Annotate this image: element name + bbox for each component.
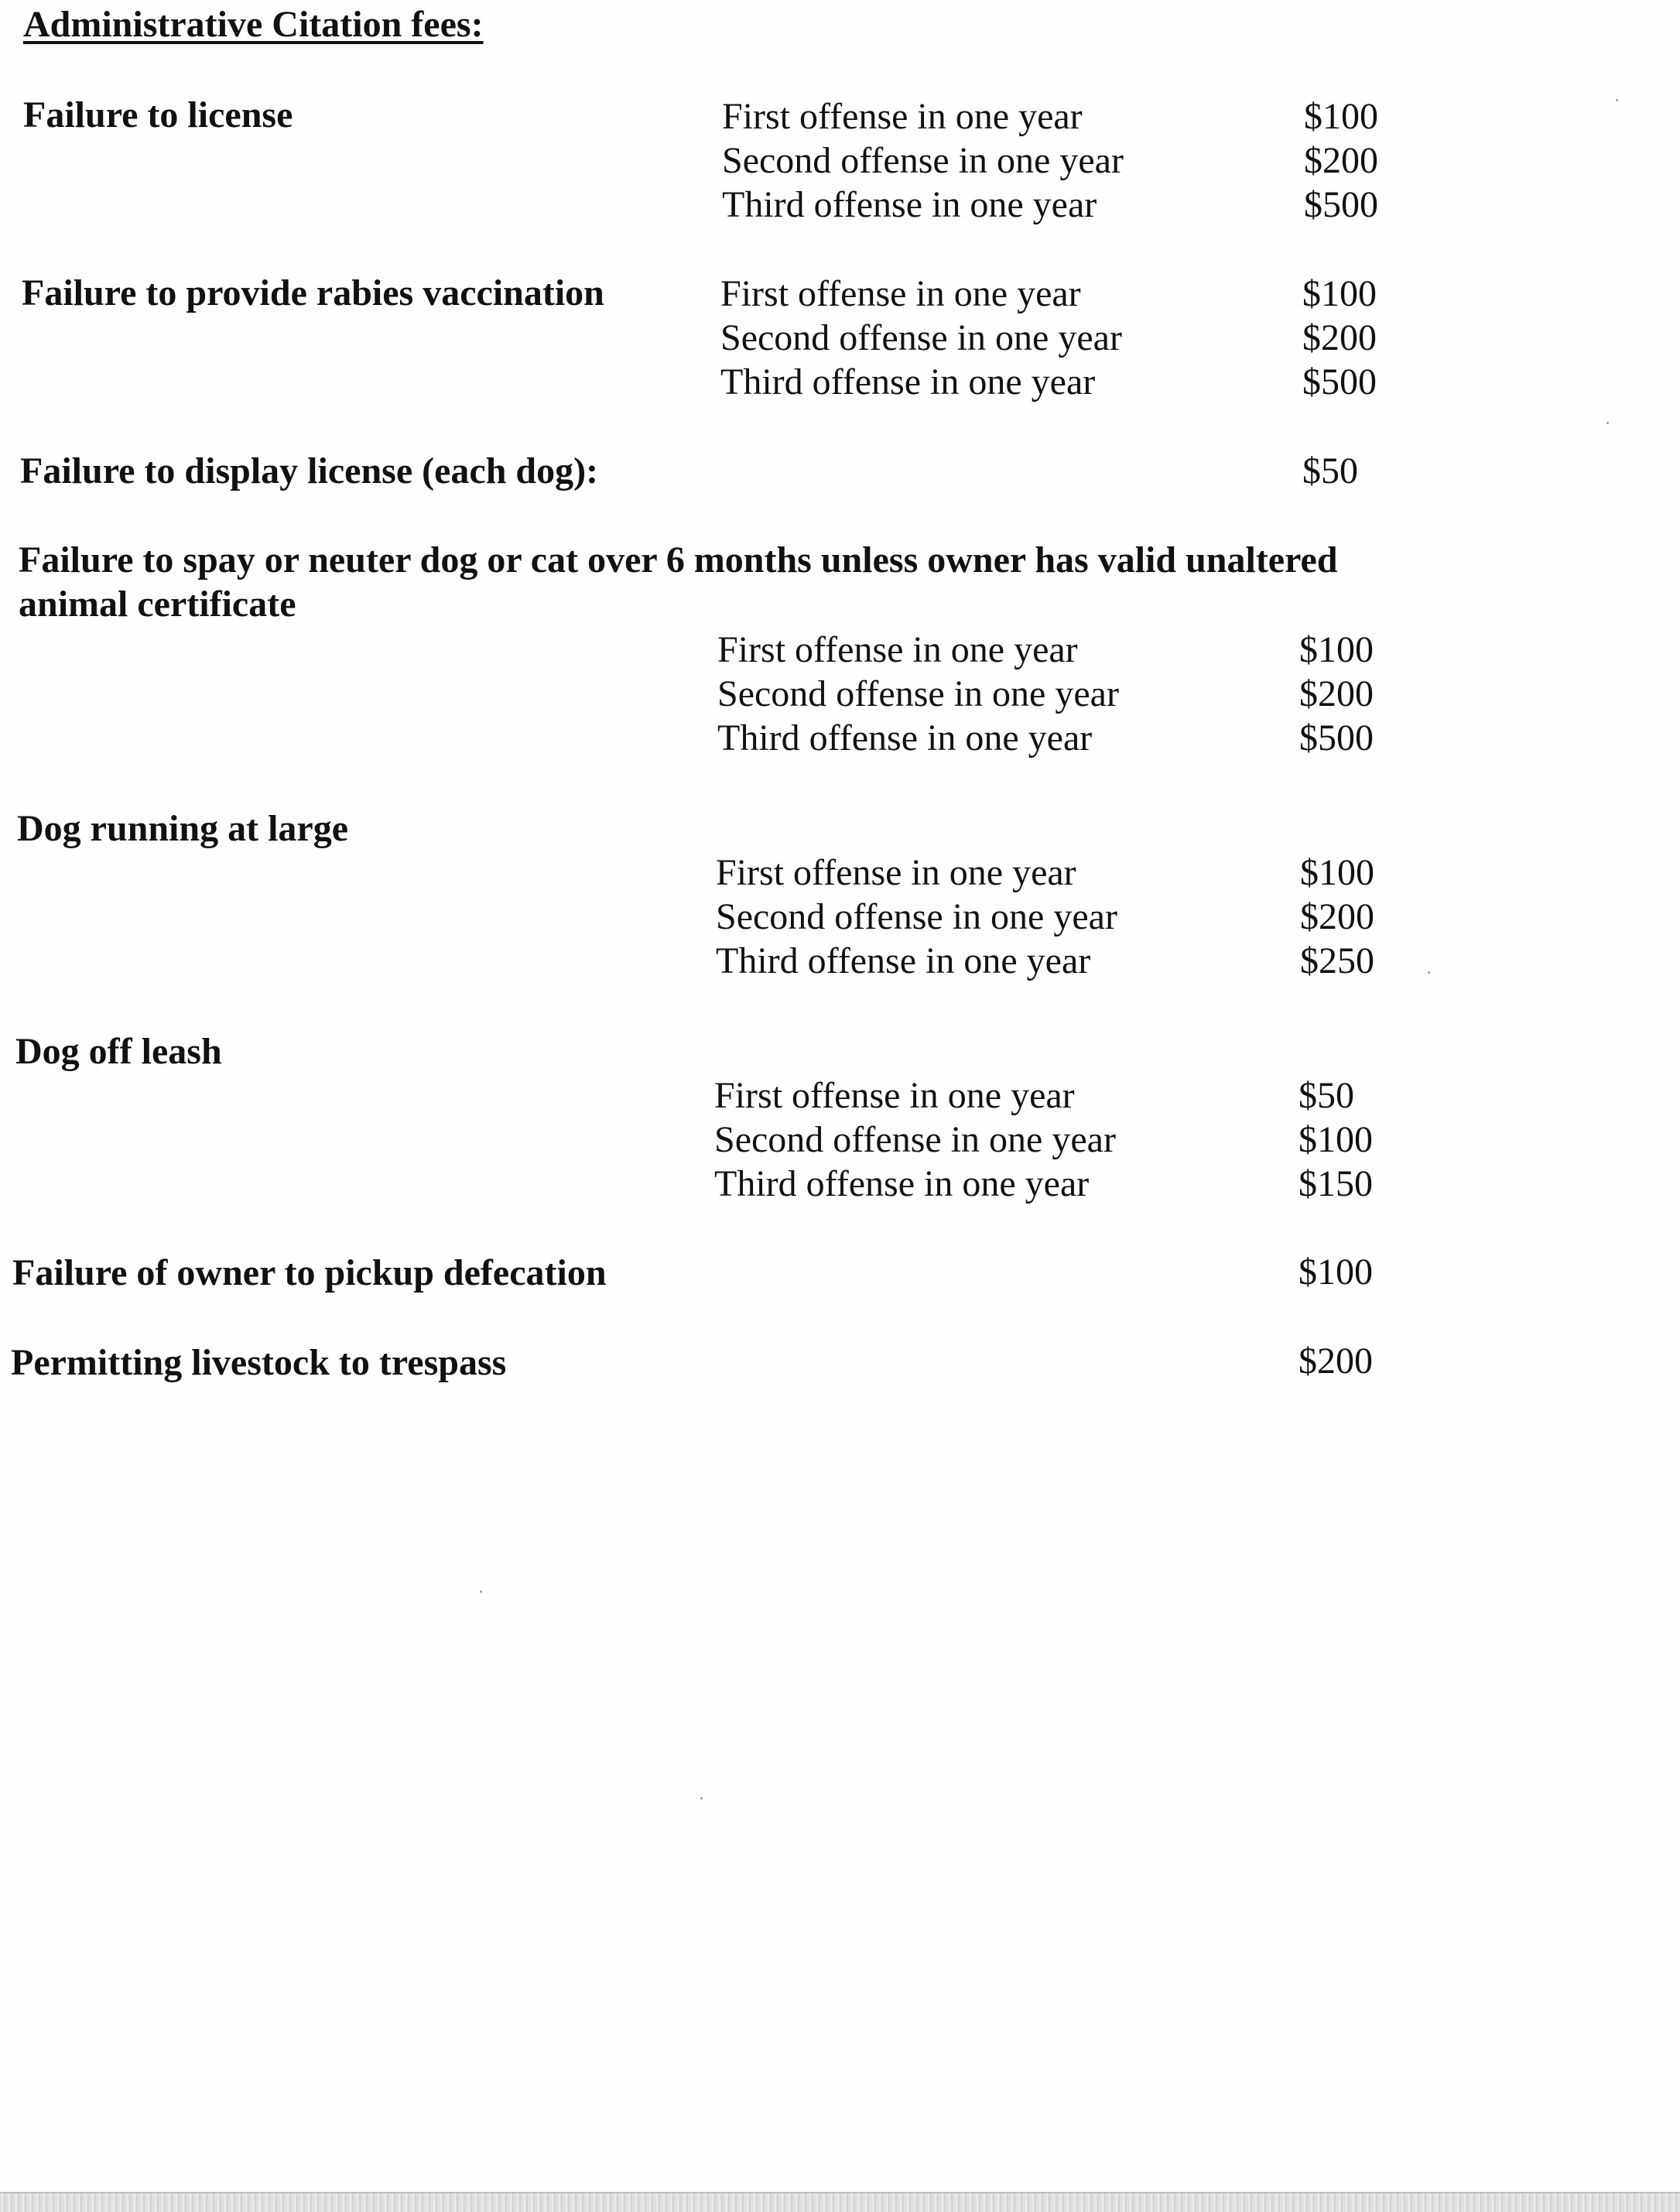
offense-row	[714, 1162, 1395, 1206]
fee-amount: $50	[1302, 450, 1358, 491]
offense-row	[720, 360, 1401, 404]
fee-amount: $100	[1304, 96, 1378, 137]
offense-row	[717, 628, 1398, 672]
section-label-rabies-vaccination: Failure to provide rabies vaccination	[22, 272, 604, 313]
fee-amount: $50	[1298, 1075, 1354, 1116]
fee-amount: $200	[1302, 317, 1377, 358]
section-label-failure-to-license: Failure to license	[23, 94, 293, 135]
offense-row	[716, 895, 1397, 939]
offense-text: First offense in one year	[720, 273, 1081, 314]
fee-amount: $500	[1304, 184, 1378, 225]
offense-row	[717, 716, 1398, 760]
fee-amount: $100	[1298, 1252, 1373, 1293]
offense-row	[717, 672, 1398, 716]
fee-amount: $100	[1300, 852, 1374, 893]
offense-text: First offense in one year	[722, 96, 1083, 137]
offense-row	[722, 139, 1403, 183]
offense-list-dog-off-leash	[714, 1073, 1395, 1206]
scan-speck	[1616, 99, 1618, 101]
offense-row	[716, 939, 1397, 983]
offense-row	[716, 851, 1397, 895]
fee-amount: $200	[1300, 896, 1374, 937]
offense-list-rabies-vaccination	[720, 272, 1401, 404]
offense-row	[720, 316, 1401, 360]
offense-row	[714, 1073, 1395, 1118]
offense-row	[714, 1118, 1395, 1162]
offense-text: Second offense in one year	[720, 317, 1122, 358]
fee-amount: $200	[1299, 673, 1374, 714]
fee-amount: $500	[1302, 361, 1377, 402]
offense-row	[720, 272, 1401, 316]
offense-text: First offense in one year	[714, 1075, 1075, 1116]
offense-list-dog-running-at-large	[716, 851, 1397, 983]
fee-amount: $200	[1304, 140, 1378, 181]
section-label-dog-running-at-large: Dog running at large	[17, 808, 349, 849]
fee-amount: $100	[1298, 1119, 1373, 1160]
fee-amount: $250	[1300, 940, 1374, 981]
scan-speck	[1606, 422, 1609, 424]
offense-text: Third offense in one year	[720, 361, 1096, 402]
offense-text: Third offense in one year	[717, 717, 1093, 758]
section-label-pickup-defecation: Failure of owner to pickup defecation	[12, 1252, 607, 1293]
fee-amount: $500	[1299, 717, 1374, 758]
page-title: Administrative Citation fees:	[23, 4, 484, 45]
section-label-livestock-trespass: Permitting livestock to trespass	[11, 1342, 507, 1383]
offense-text: Third offense in one year	[722, 184, 1097, 225]
fee-amount: $100	[1299, 629, 1374, 670]
offense-text: Third offense in one year	[714, 1163, 1090, 1204]
scan-speck	[480, 1591, 482, 1593]
fee-amount: $100	[1302, 273, 1377, 314]
offense-text: Third offense in one year	[716, 940, 1091, 981]
scan-speck	[700, 1797, 703, 1799]
offense-row	[722, 94, 1403, 139]
scan-speck	[1428, 971, 1430, 974]
offense-text: Second offense in one year	[722, 140, 1124, 181]
section-label-spay-neuter-line1: Failure to spay or neuter dog or cat over 6 months unless owner has valid unaltered	[19, 539, 1338, 580]
section-label-display-license: Failure to display license (each dog):	[20, 450, 599, 491]
offense-text: Second offense in one year	[714, 1119, 1116, 1160]
offense-row	[722, 183, 1403, 227]
offense-list-failure-to-license	[722, 94, 1403, 227]
section-label-spay-neuter-line2: animal certificate	[19, 584, 296, 625]
section-label-dog-off-leash: Dog off leash	[15, 1031, 222, 1072]
offense-text: Second offense in one year	[717, 673, 1119, 714]
scan-edge-strip	[0, 2192, 1680, 2212]
fee-amount: $150	[1298, 1163, 1373, 1204]
offense-text: First offense in one year	[716, 852, 1076, 893]
fee-amount: $200	[1298, 1341, 1373, 1382]
offense-text: Second offense in one year	[716, 896, 1117, 937]
offense-list-spay-neuter	[717, 628, 1398, 760]
offense-text: First offense in one year	[717, 629, 1078, 670]
